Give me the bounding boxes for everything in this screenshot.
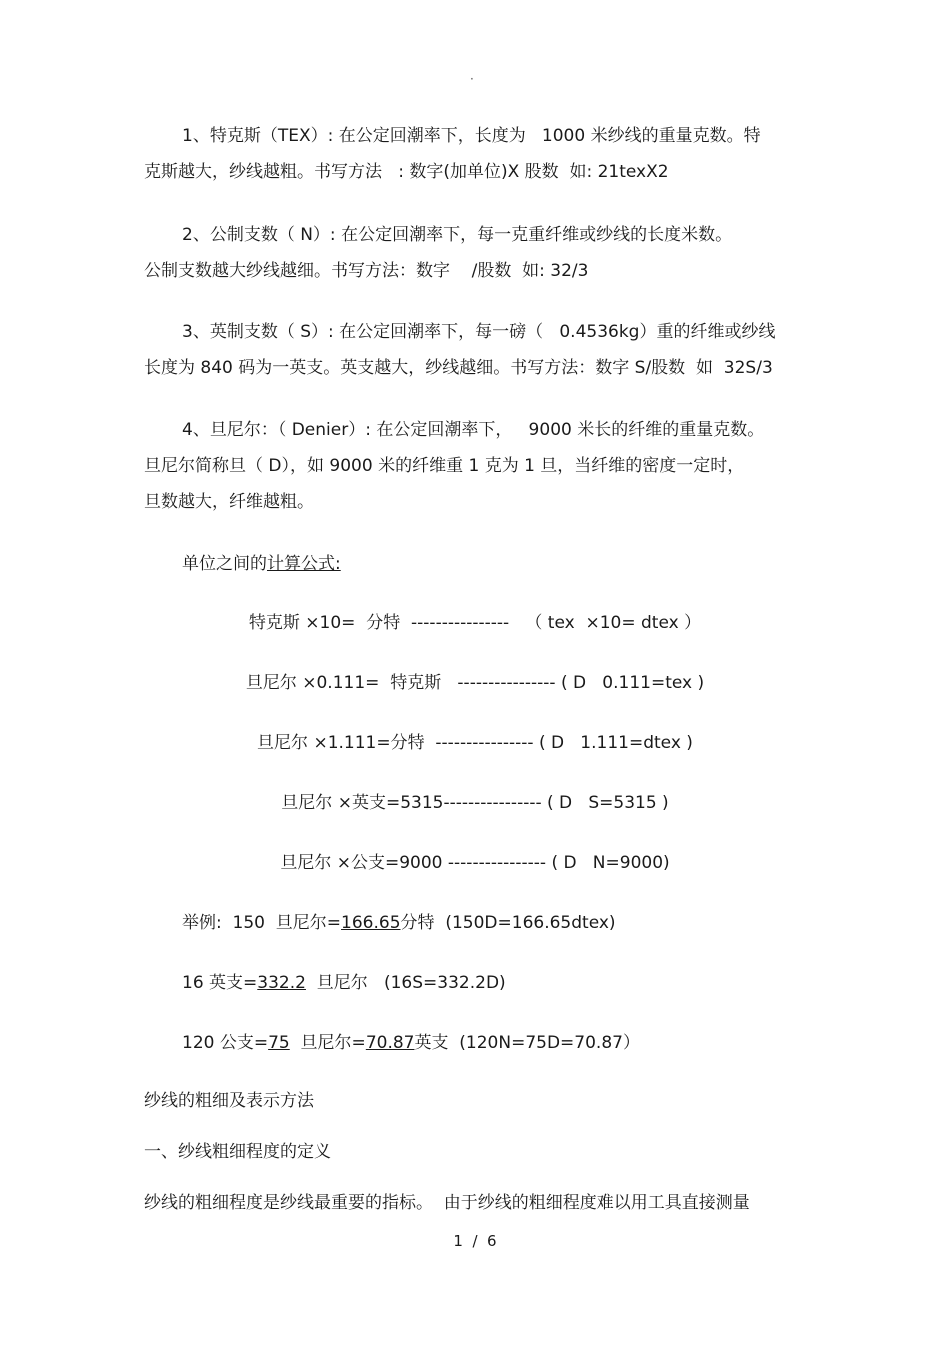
example-3-tail: 英支 (120N=75D=70.87） [414, 1033, 640, 1053]
top-mark: · [470, 72, 474, 86]
example-3-mid: 旦尼尔= [289, 1033, 366, 1053]
denier-line-3: 旦数越大，纤维越粗。 [144, 492, 314, 512]
example-1-value: 166.65 [341, 913, 401, 933]
formula-line-4: 旦尼尔 ×英支=5315---------------- ( D S=5315 ) [281, 793, 669, 813]
example-1-tail: 分特 (150D=166.65dtex) [400, 913, 616, 933]
example-3-value-2: 70.87 [365, 1033, 415, 1053]
body-paragraph: 纱线的粗细程度是纱线最重要的指标。 由于纱线的粗细程度难以用工具直接测量 [144, 1193, 750, 1213]
example-3-value-1: 75 [268, 1033, 290, 1053]
formula-heading-text: 单位之间的 [182, 554, 267, 574]
formula-heading [182, 553, 341, 575]
formula-line-5: 旦尼尔 ×公支=9000 ---------------- ( D N=9000) [280, 853, 670, 873]
formula-line-1: 特克斯 ×10= 分特 ---------------- （ tex ×10= dtex ） [248, 613, 702, 633]
example-3-text: 120 公支= [182, 1033, 269, 1053]
example-line-2 [182, 972, 506, 994]
example-1-text: 举例: 150 旦尼尔= [182, 913, 342, 933]
formula-line-2: 旦尼尔 ×0.111= 特克斯 ---------------- ( D 0.111=tex ) [245, 673, 705, 693]
example-2-value: 332.2 [257, 973, 306, 993]
metric-count-line-1: 2、公制支数（ N）: 在公定回潮率下，每一克重纤维或纱线的长度米数。 [182, 225, 733, 245]
english-count-line-2: 长度为 840 码为一英支。英支越大，纱线越细。书写方法：数字 S/股数 如 32S/3 [144, 358, 773, 378]
example-2-tail: 旦尼尔 (16S=332.2D) [305, 973, 506, 993]
example-line-1 [182, 912, 616, 934]
example-line-3 [182, 1032, 640, 1054]
example-2-text: 16 英支= [182, 973, 258, 993]
english-count-line-1: 3、英制支数（ S）: 在公定回潮率下，每一磅（ 0.4536kg）重的纤维或纱线 [182, 322, 776, 342]
formula-heading-underlined: 计算公式: [267, 554, 341, 574]
page-number: 1 / 6 [453, 1232, 497, 1250]
tex-definition-line-1: 1、特克斯（TEX）: 在公定回潮率下，长度为 1000 米纱线的重量克数。特 [182, 126, 761, 146]
denier-line-2: 旦尼尔简称旦（ D），如 9000 米的纤维重 1 克为 1 旦，当纤维的密度一定时， [144, 456, 745, 476]
metric-count-line-2: 公制支数越大纱线越细。书写方法：数字 /股数 如: 32/3 [144, 261, 589, 281]
formula-line-3: 旦尼尔 ×1.111=分特 ---------------- ( D 1.111=dtex ) [257, 733, 693, 753]
section-title: 纱线的粗细及表示方法 [144, 1091, 314, 1111]
denier-line-1: 4、旦尼尔：（ Denier）: 在公定回潮率下， 9000 米长的纤维的重量克数。 [182, 420, 765, 440]
tex-definition-line-2: 克斯越大，纱线越粗。书写方法 : 数字(加单位)X 股数 如: 21texX2 [144, 162, 669, 182]
subsection-title: 一、纱线粗细程度的定义 [144, 1142, 331, 1162]
